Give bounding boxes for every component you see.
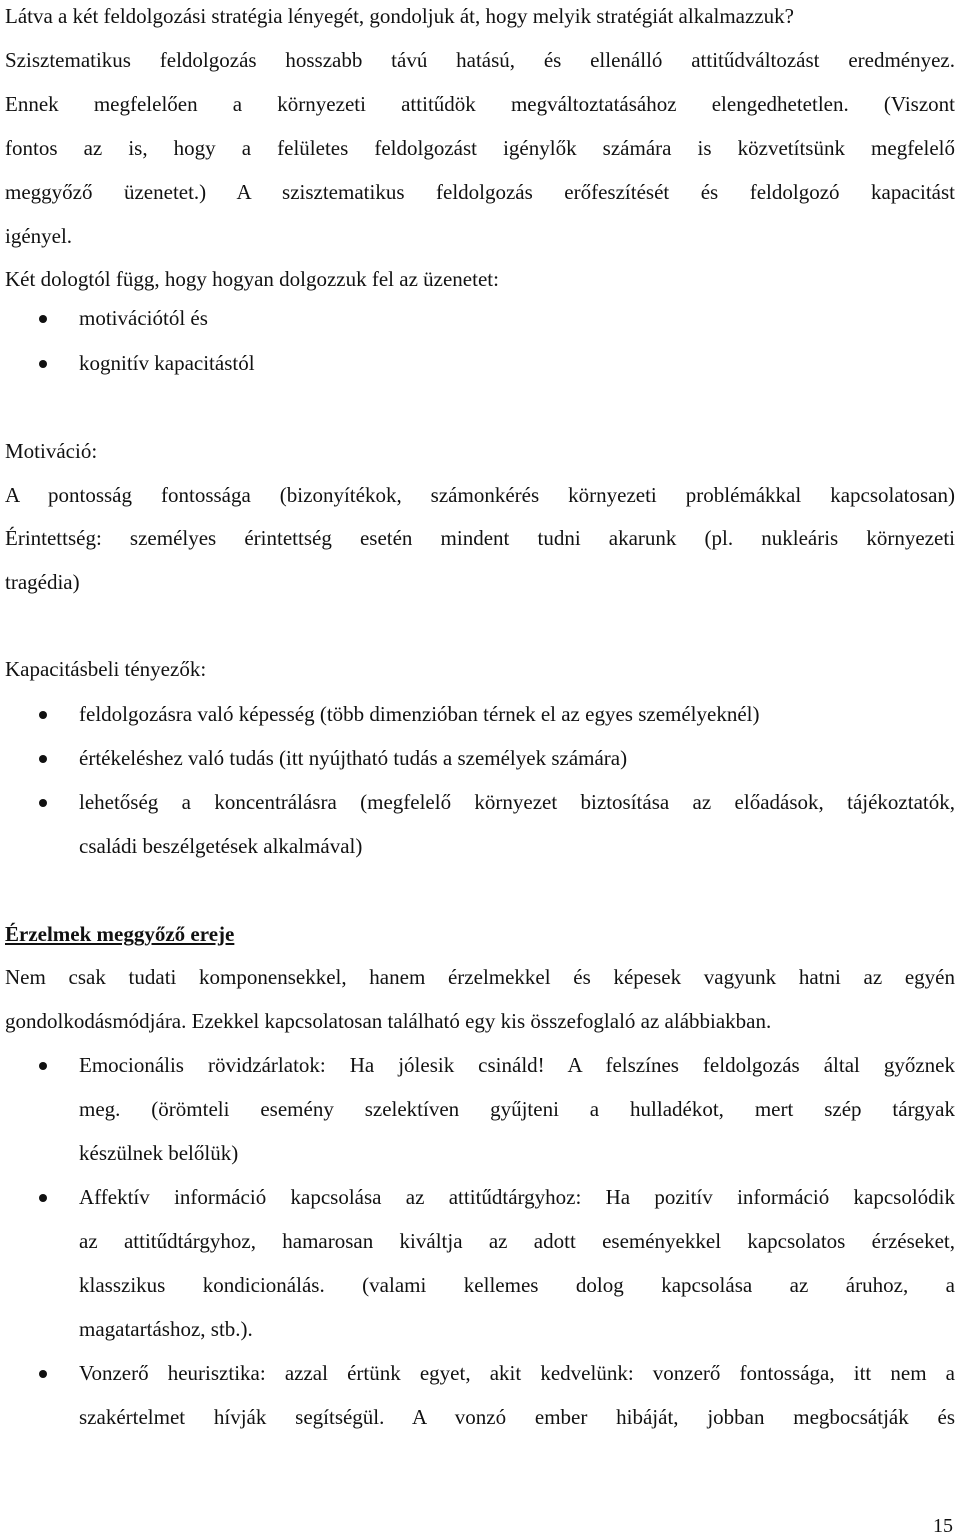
bullet-icon (39, 315, 47, 323)
motivation-line-3: tragédia) (5, 570, 80, 594)
emotions-para-line-2: gondolkodásmódjára. Ezekkel kapcsolatosan található egy kis összefoglaló az alábbiakban. (5, 1009, 772, 1033)
capacity-item-2: értékeléshez való tudás (itt nyújtható tudás a személyek számára) (79, 746, 628, 770)
bullet-icon (39, 711, 47, 719)
emotions-bullet-1-line-1: Emocionális rövidzárlatok: Ha jólesik csináld! A felszínes feldolgozás által győznek (79, 1053, 955, 1077)
emotions-bullet-2-line-4: magatartáshoz, stb.). (79, 1317, 253, 1341)
capacity-item-1: feldolgozásra való képesség (több dimenzióban térnek el az egyes személyeknél) (79, 702, 760, 726)
emotions-bullet-2-line-1: Affektív információ kapcsolása az attitűdtárgyhoz: Ha pozitív információ kapcsolódik (79, 1185, 955, 1209)
capacity-item-3-line-1: lehetőség a koncentrálásra (megfelelő környezet biztosítása az előadások, tájékoztatók, (79, 790, 955, 814)
emotions-para-line-1: Nem csak tudati komponensekkel, hanem érzelmekkel és képesek vagyunk hatni az egyén (5, 965, 955, 989)
capacity-title: Kapacitásbeli tényezők: (5, 657, 207, 681)
two-things-lead: Két dologtól függ, hogy hogyan dolgozzuk fel az üzenetet: (5, 267, 499, 291)
bullet-icon (39, 1062, 47, 1070)
emotions-bullet-3-line-1: Vonzerő heurisztika: azzal értünk egyet, akit kedvelünk: vonzerő fontossága, itt nem a (79, 1361, 955, 1385)
intro-line-4: fontos az is, hogy a felületes feldolgozást igénylők számára is közvetítsünk megfelelő (5, 136, 955, 160)
bullet-icon (39, 799, 47, 807)
intro-line-5: meggyőző üzenetet.) A szisztematikus feldolgozás erőfeszítését és feldolgozó kapacitást (5, 180, 955, 204)
emotions-bullet-1-line-3: készülnek belőlük) (79, 1141, 239, 1165)
page-number: 15 (933, 1515, 953, 1537)
motivation-line-1: A pontosság fontossága (bizonyítékok, számonkérés környezeti problémákkal kapcsolatosan) (5, 483, 955, 507)
bullet-icon (39, 360, 47, 368)
emotions-bullet-3-line-2: szakértelmet hívják segítségül. A vonzó ember hibáját, jobban megbocsátják és (79, 1405, 955, 1429)
motivation-line-2: Érintettség: személyes érintettség esetén mindent tudni akarunk (pl. nukleáris környezeti (5, 526, 955, 550)
intro-line-1: Látva a két feldolgozási stratégia lényegét, gondoljuk át, hogy melyik stratégiát alkalmazzuk? (5, 4, 794, 28)
intro-line-3: Ennek megfelelően a környezeti attitűdök megváltoztatásához elengedhetetlen. (Viszont (5, 92, 955, 116)
two-things-item-1: motivációtól és (79, 306, 208, 330)
intro-line-2: Szisztematikus feldolgozás hosszabb távú hatású, és ellenálló attitűdváltozást eredményez. (5, 48, 955, 72)
two-things-item-2: kognitív kapacitástól (79, 351, 255, 375)
motivation-title: Motiváció: (5, 439, 98, 463)
emotions-bullet-2-line-3: klasszikus kondicionálás. (valami kellemes dolog kapcsolása az áruhoz, a (79, 1273, 955, 1297)
capacity-item-3-line-2: családi beszélgetések alkalmával) (79, 834, 363, 858)
bullet-icon (39, 1370, 47, 1378)
intro-line-6: igényel. (5, 224, 73, 248)
bullet-icon (39, 755, 47, 763)
emotions-heading: Érzelmek meggyőző ereje (5, 922, 235, 946)
bullet-icon (39, 1194, 47, 1202)
emotions-bullet-1-line-2: meg. (örömteli esemény szelektíven gyűjteni a hulladékot, mert szép tárgyak (79, 1097, 955, 1121)
emotions-bullet-2-line-2: az attitűdtárgyhoz, hamarosan kiváltja az adott eseményekkel kapcsolatos érzéseket, (79, 1229, 955, 1253)
